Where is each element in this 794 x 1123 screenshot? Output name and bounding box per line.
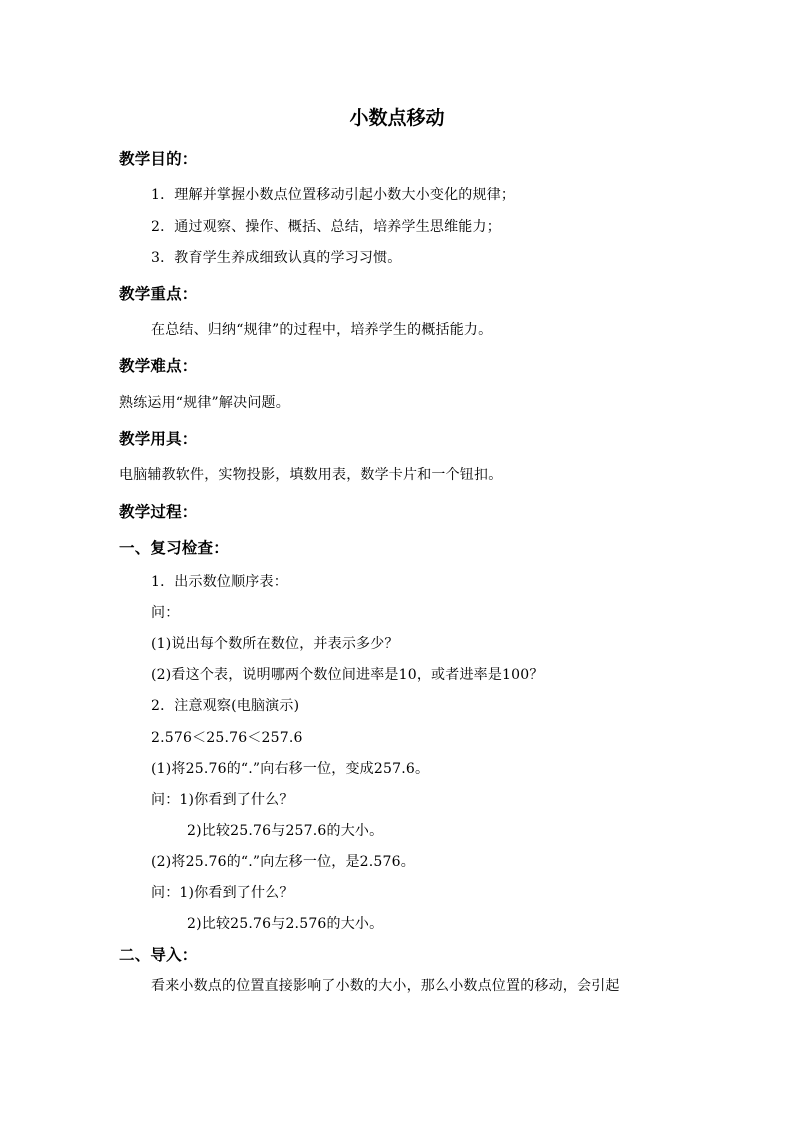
- review-heading: 一、复习检查：: [119, 539, 229, 557]
- key-point-text: 在总结、归纳“规律”的过程中，培养学生的概括能力。: [151, 322, 493, 338]
- review-line-11: 问：1)你看到了什么？: [151, 885, 294, 901]
- review-line-1: 1．出示数位顺序表：: [151, 574, 288, 590]
- review-line-10: (2)将25.76的“.”向左移一位，是2.576。: [151, 854, 415, 870]
- process-heading: 教学过程：: [119, 503, 198, 521]
- review-line-9: 2)比较25.76与257.6的大小。: [187, 823, 384, 839]
- objectives-heading: 教学目的：: [119, 150, 198, 168]
- objective-item-3: 3．教育学生养成细致认真的学习习惯。: [151, 250, 402, 266]
- review-line-5: 2．注意观察(电脑演示): [151, 698, 300, 714]
- review-line-7: (1)将25.76的“.”向右移一位，变成257.6。: [151, 761, 430, 777]
- tools-text: 电脑辅教软件，实物投影，填数用表，数学卡片和一个钮扣。: [119, 467, 503, 483]
- review-line-8: 问：1)你看到了什么？: [151, 792, 294, 808]
- intro-text: 看来小数点的位置直接影响了小数的大小，那么小数点位置的移动，会引起: [151, 978, 620, 994]
- intro-heading: 二、导入：: [119, 946, 198, 964]
- objective-item-2: 2．通过观察、操作、概括、总结，培养学生思维能力；: [151, 219, 501, 235]
- review-line-3: (1)说出每个数所在数位，并表示多少？: [151, 636, 399, 652]
- review-line-6: 2.576＜25.76＜257.6: [151, 730, 303, 746]
- document-title: 小数点移动: [349, 107, 445, 129]
- review-line-4: (2)看这个表，说明哪两个数位间进率是10，或者进率是100？: [151, 667, 544, 683]
- tools-heading: 教学用具：: [119, 430, 198, 448]
- review-line-12: 2)比较25.76与2.576的大小。: [187, 916, 384, 932]
- review-line-2: 问：: [151, 605, 180, 621]
- difficulty-heading: 教学难点：: [119, 357, 198, 375]
- key-point-heading: 教学重点：: [119, 285, 198, 303]
- objective-item-1: 1．理解并掌握小数点位置移动引起小数大小变化的规律；: [151, 187, 516, 203]
- difficulty-text: 熟练运用“规律”解决问题。: [119, 395, 290, 411]
